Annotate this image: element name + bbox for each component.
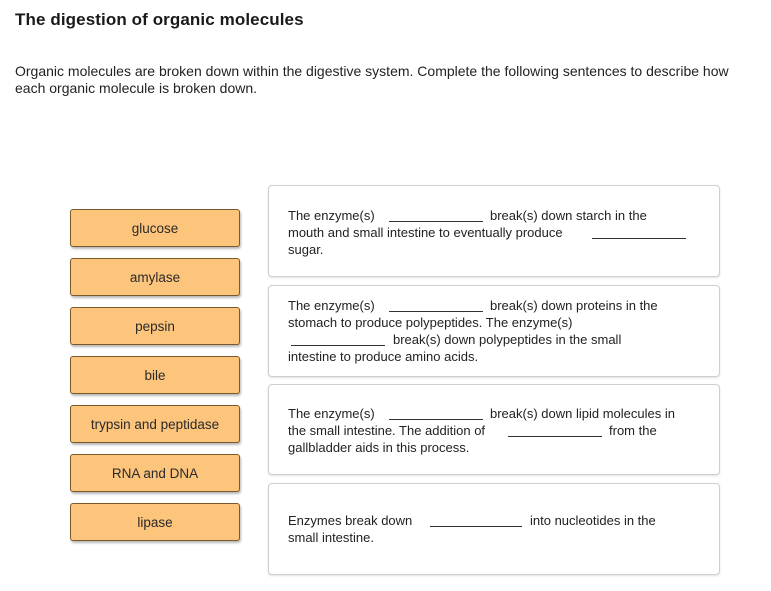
sentence-text: gallbladder aids in this process. [288,440,470,455]
choice-bile[interactable]: bile [70,356,240,394]
choice-lipase[interactable]: lipase [70,503,240,541]
sentence-text: into nucleotides in the [530,513,656,528]
sentence-text: break(s) down proteins in the [490,298,658,313]
sentence-text: small intestine. [288,530,374,545]
sentence-text: the small intestine. The addition of [288,423,486,438]
drop-blank[interactable] [389,311,483,312]
choice-glucose[interactable]: glucose [70,209,240,247]
sentence-text: The enzyme(s) [288,298,375,313]
choice-amylase[interactable]: amylase [70,258,240,296]
sentence-text: stomach to produce polypeptides. The enzyme(s) [288,315,573,330]
sentence-text: intestine to produce amino acids. [288,349,479,364]
choice-rna-and-dna[interactable]: RNA and DNA [70,454,240,492]
drop-blank[interactable] [508,436,602,437]
sentence-card-starch [268,185,720,277]
sentence-card-proteins [268,285,720,377]
sentence-text: The enzyme(s) [288,208,375,223]
sentence-text: break(s) down lipid molecules in [490,406,675,421]
sentence-text: The enzyme(s) [288,406,375,421]
page-title: The digestion of organic molecules [15,10,304,29]
drop-blank[interactable] [291,345,385,346]
instructions: Organic molecules are broken down within the digestive system. Complete the following sentences to describe how each organic molecule is broken down. [15,63,729,96]
sentence-text: break(s) down starch in the [490,208,647,223]
drop-blank[interactable] [592,238,686,239]
sentence-text: break(s) down polypeptides in the small [393,332,622,347]
choice-pepsin[interactable]: pepsin [70,307,240,345]
sentence-text: from the [609,423,657,438]
sentence-text: Enzymes break down [288,513,413,528]
sentence-card-lipids [268,384,720,475]
choice-trypsin-and-peptidase[interactable]: trypsin and peptidase [70,405,240,443]
sentence-text: mouth and small intestine to eventually produce [288,225,563,240]
sentence-card-nucleic-acids [268,483,720,575]
sentence-text: sugar. [288,242,324,257]
drop-blank[interactable] [389,419,483,420]
drop-blank[interactable] [430,526,522,527]
drop-blank[interactable] [389,221,483,222]
